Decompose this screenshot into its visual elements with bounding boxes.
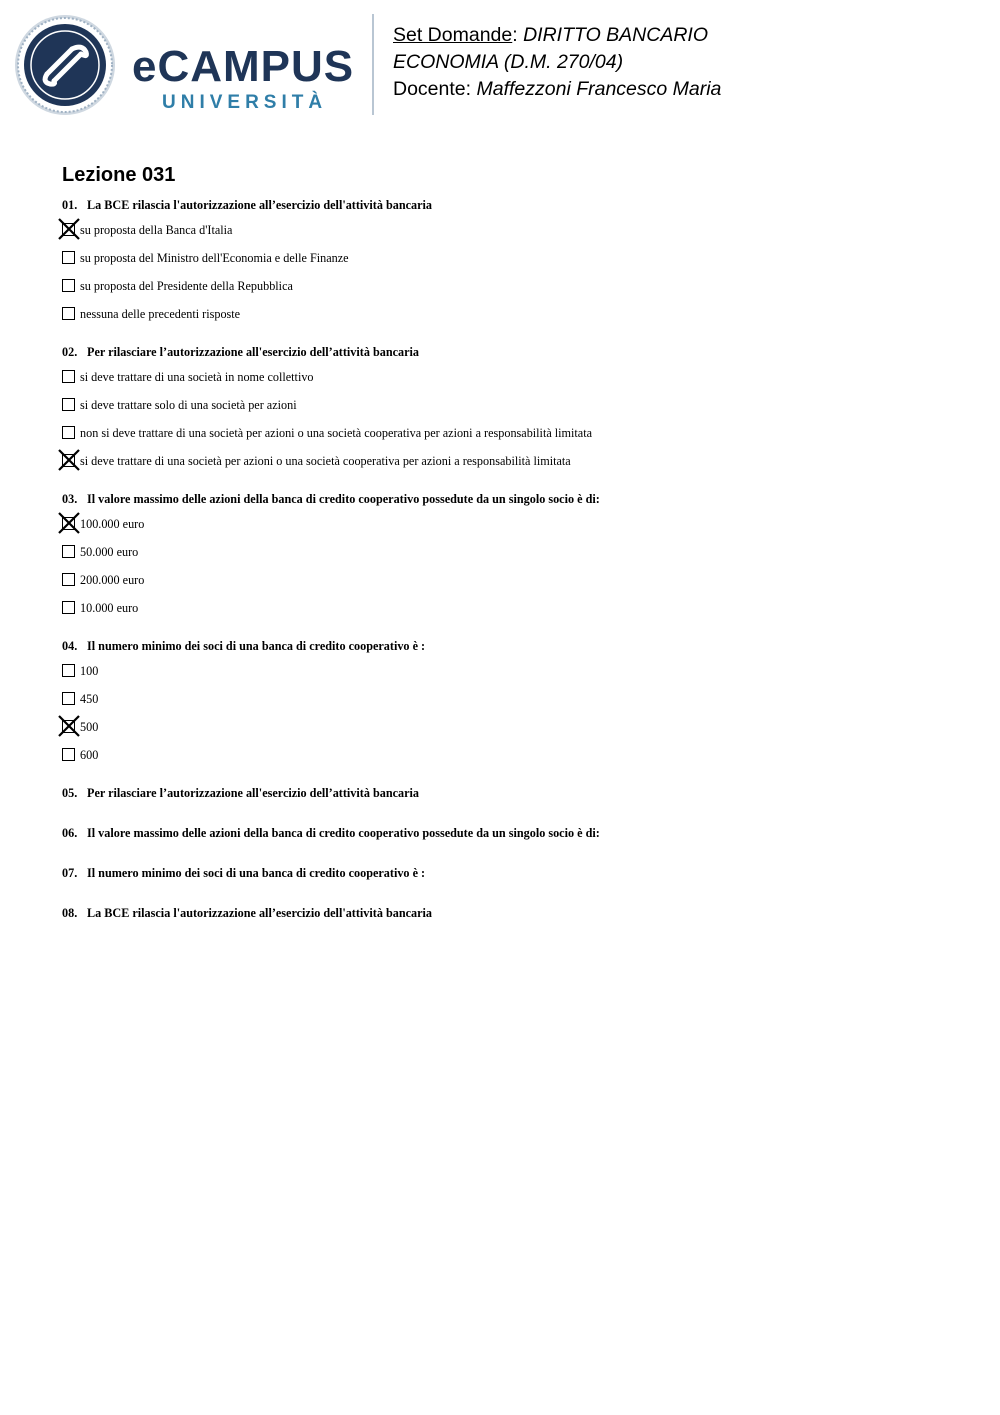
question-text: La BCE rilascia l'autorizzazione all’esercizio dell'attività bancaria <box>87 906 433 920</box>
checked-cross-icon <box>57 217 81 241</box>
answer-text: 50.000 euro <box>80 545 139 559</box>
question <box>62 902 962 942</box>
checked-cross-icon <box>57 448 81 472</box>
answer-option <box>62 538 962 566</box>
answer-checkbox <box>62 545 75 558</box>
question-number: 08. <box>62 906 78 920</box>
answer-checkbox <box>62 370 75 383</box>
question-text: Il numero minimo dei soci di una banca di credito cooperativo è : <box>87 639 426 653</box>
answer-text: 10.000 euro <box>80 601 139 615</box>
answer-text: su proposta del Presidente della Repubblica <box>80 279 293 293</box>
answer-text: nessuna delle precedenti risposte <box>80 307 241 321</box>
question-title <box>62 822 962 844</box>
answer-option <box>62 391 962 419</box>
question-text: Il numero minimo dei soci di una banca di credito cooperativo è : <box>87 866 426 880</box>
question <box>62 194 962 341</box>
answer-checkbox <box>62 307 75 320</box>
header-divider <box>372 14 374 115</box>
question-title <box>62 902 962 924</box>
answer-option <box>62 300 962 328</box>
answer-text: 600 <box>80 748 99 762</box>
answer-text: 100 <box>80 664 99 678</box>
question-title <box>62 862 962 884</box>
logo-subtext: UNIVERSITÀ <box>162 92 328 113</box>
set-separator: : <box>512 24 518 46</box>
answer-checkbox <box>62 692 75 705</box>
question-spacer <box>62 884 962 902</box>
answer-option <box>62 363 962 391</box>
answer-text: 450 <box>80 692 99 706</box>
answer-option <box>62 657 962 685</box>
question-spacer <box>62 769 962 782</box>
question-text: Il valore massimo delle azioni della banca di credito cooperativo possedute da un singolo socio è di: <box>87 826 600 840</box>
question-number: 04. <box>62 639 78 653</box>
question-spacer <box>62 844 962 862</box>
answer-text: si deve trattare di una società per azioni o una società cooperativa per azioni a responsabilità limitata <box>80 454 571 468</box>
set-label: Set Domande <box>393 24 513 46</box>
course-line1: DIRITTO BANCARIO <box>523 24 709 46</box>
question-spacer <box>62 328 962 341</box>
teacher-label: Docente: <box>393 78 472 100</box>
checked-cross-icon <box>57 714 81 738</box>
question-number: 02. <box>62 345 78 359</box>
answer-option <box>62 216 962 244</box>
question <box>62 488 962 635</box>
answer-text: 100.000 euro <box>80 517 145 531</box>
question <box>62 782 962 822</box>
question-title <box>62 341 962 363</box>
set-line <box>393 22 983 49</box>
answer-checkbox <box>62 664 75 677</box>
question <box>62 822 962 862</box>
question-spacer <box>62 804 962 822</box>
question-title <box>62 488 962 510</box>
answer-option <box>62 594 962 622</box>
question-number: 06. <box>62 826 78 840</box>
question <box>62 862 962 902</box>
teacher-line <box>393 76 983 103</box>
answer-option <box>62 566 962 594</box>
answer-option <box>62 510 962 538</box>
header-info <box>393 22 983 103</box>
answer-text: 200.000 euro <box>80 573 145 587</box>
question-spacer <box>62 622 962 635</box>
answer-checkbox <box>62 601 75 614</box>
question-number: 01. <box>62 198 78 212</box>
logo-wordmark: eCAMPUS <box>132 42 355 91</box>
question-title <box>62 782 962 804</box>
answer-option <box>62 447 962 475</box>
answer-checkbox <box>62 398 75 411</box>
question-text: La BCE rilascia l'autorizzazione all’esercizio dell'attività bancaria <box>87 198 433 212</box>
answer-checkbox <box>62 748 75 761</box>
answer-text: si deve trattare solo di una società per azioni <box>80 398 297 412</box>
course-line <box>393 49 983 76</box>
ecampus-logo <box>14 14 359 118</box>
university-seal-icon <box>15 15 115 115</box>
answer-checkbox <box>62 573 75 586</box>
checked-cross-icon <box>57 511 81 535</box>
answer-text: su proposta del Ministro dell'Economia e delle Finanze <box>80 251 349 265</box>
answer-option <box>62 272 962 300</box>
question <box>62 635 962 782</box>
lesson-title: Lezione 031 <box>62 164 176 186</box>
question-number: 07. <box>62 866 78 880</box>
answer-text: su proposta della Banca d'Italia <box>80 223 233 237</box>
answer-option <box>62 419 962 447</box>
question <box>62 341 962 488</box>
question-spacer <box>62 475 962 488</box>
question-list <box>62 194 962 942</box>
answer-checkbox <box>62 426 75 439</box>
question-text: Per rilasciare l’autorizzazione all'esercizio dell’attività bancaria <box>87 786 420 800</box>
question-title <box>62 635 962 657</box>
answer-checkbox <box>62 251 75 264</box>
question-text: Il valore massimo delle azioni della banca di credito cooperativo possedute da un singolo socio è di: <box>87 492 600 506</box>
answer-option <box>62 244 962 272</box>
answer-checkbox <box>62 279 75 292</box>
course-line2: ECONOMIA (D.M. 270/04) <box>393 51 624 73</box>
answer-option <box>62 713 962 741</box>
answer-option <box>62 685 962 713</box>
answer-text: 500 <box>80 720 99 734</box>
question-spacer <box>62 924 962 942</box>
question-text: Per rilasciare l’autorizzazione all'esercizio dell’attività bancaria <box>87 345 420 359</box>
answer-text: si deve trattare di una società in nome collettivo <box>80 370 314 384</box>
question-title <box>62 194 962 216</box>
question-number: 03. <box>62 492 78 506</box>
answer-option <box>62 741 962 769</box>
teacher-name: Maffezzoni Francesco Maria <box>476 78 722 100</box>
answer-text: non si deve trattare di una società per azioni o una società cooperativa per azioni a responsabilità limitata <box>80 426 593 440</box>
question-number: 05. <box>62 786 78 800</box>
